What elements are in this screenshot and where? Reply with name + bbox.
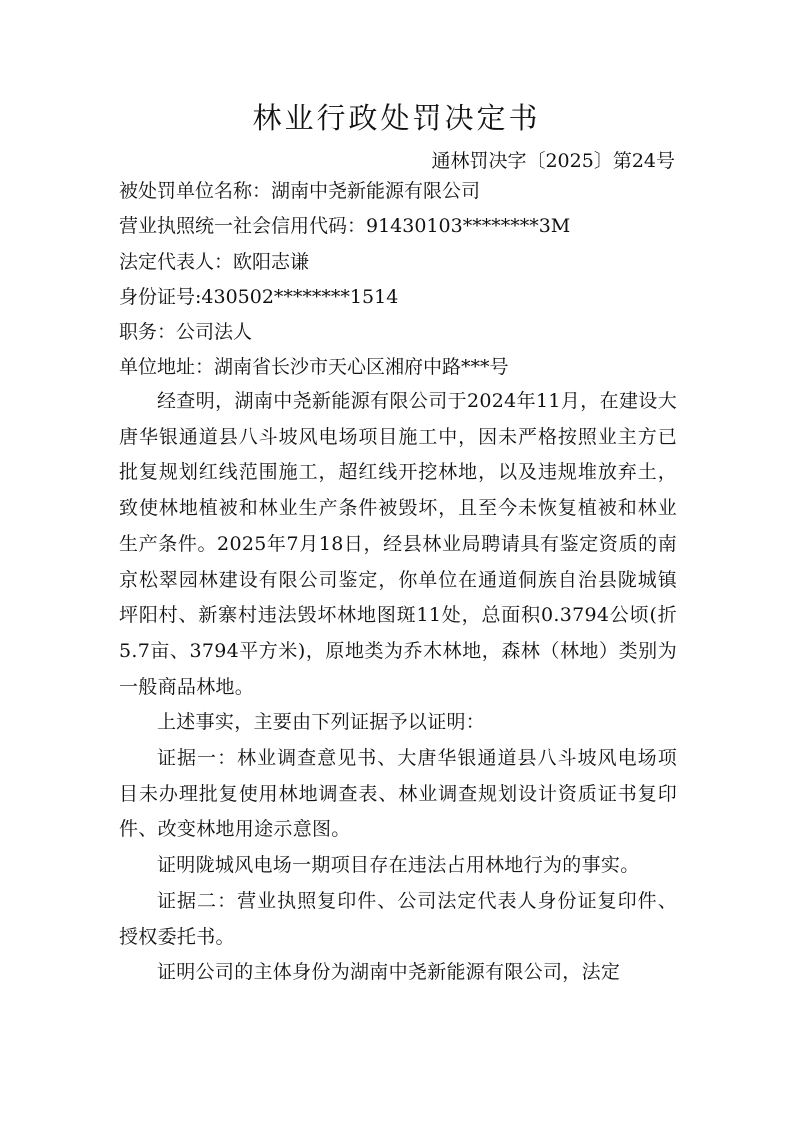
legal-representative-field: 法定代表人：欧阳志谦 (119, 251, 310, 273)
evidence-intro-paragraph: 上述事实，主要由下列证据予以证明： (157, 711, 486, 734)
credit-code-field: 营业执照统一社会信用代码：91430103********3M (119, 215, 571, 237)
penalized-entity-name: 被处罚单位名称：湖南中尧新能源有限公司 (119, 180, 481, 202)
address-field: 单位地址：湖南省长沙市天心区湘府中路***号 (119, 356, 509, 378)
evidence-one-paragraph: 证据一：林业调查意见书、大唐华银通道县八斗坡风电场项目未办理批复使用林地调查表、林业调查规划设计资质证书复印件、改变林地用途示意图。 (119, 747, 677, 841)
findings-paragraph: 经查明，湖南中尧新能源有限公司于2024年11月，在建设大唐华银通道县八斗坡风电场项目施工中，因未严格按照业主方已批复规划红线范围施工，超红线开挖林地，以及违规堆放弃土，致使林地植被和林业生产条件被毁坏，且至今未恢复植被和林业生产条件。2025年7月18日，经县林业局聘请具有鉴定资质的南京松翠园林建设有限公司鉴定，你单位在通道侗族自治县陇城镇坪阳村、新寨村违法毁坏林地图斑11处，总面积0.3794公顷(折5.7亩、3794平方米)，原地类为乔木林地，森林（林地）类别为一般商品林地。 (119, 390, 677, 698)
id-number-field: 身份证号:430502********1514 (119, 286, 399, 308)
evidence-one-proof-paragraph: 证明陇城风电场一期项目存在违法占用林地行为的事实。 (157, 854, 640, 877)
document-body (119, 384, 677, 991)
position-field: 职务：公司法人 (119, 321, 253, 343)
document-number: 通林罚决字〔2025〕第24号 (431, 150, 675, 172)
evidence-two-paragraph: 证据二：营业执照复印件、公司法定代表人身份证复印件、授权委托书。 (119, 889, 677, 948)
document-title: 林业行政处罚决定书 (252, 101, 541, 135)
evidence-two-proof-paragraph: 证明公司的主体身份为湖南中尧新能源有限公司，法定 (157, 961, 621, 984)
